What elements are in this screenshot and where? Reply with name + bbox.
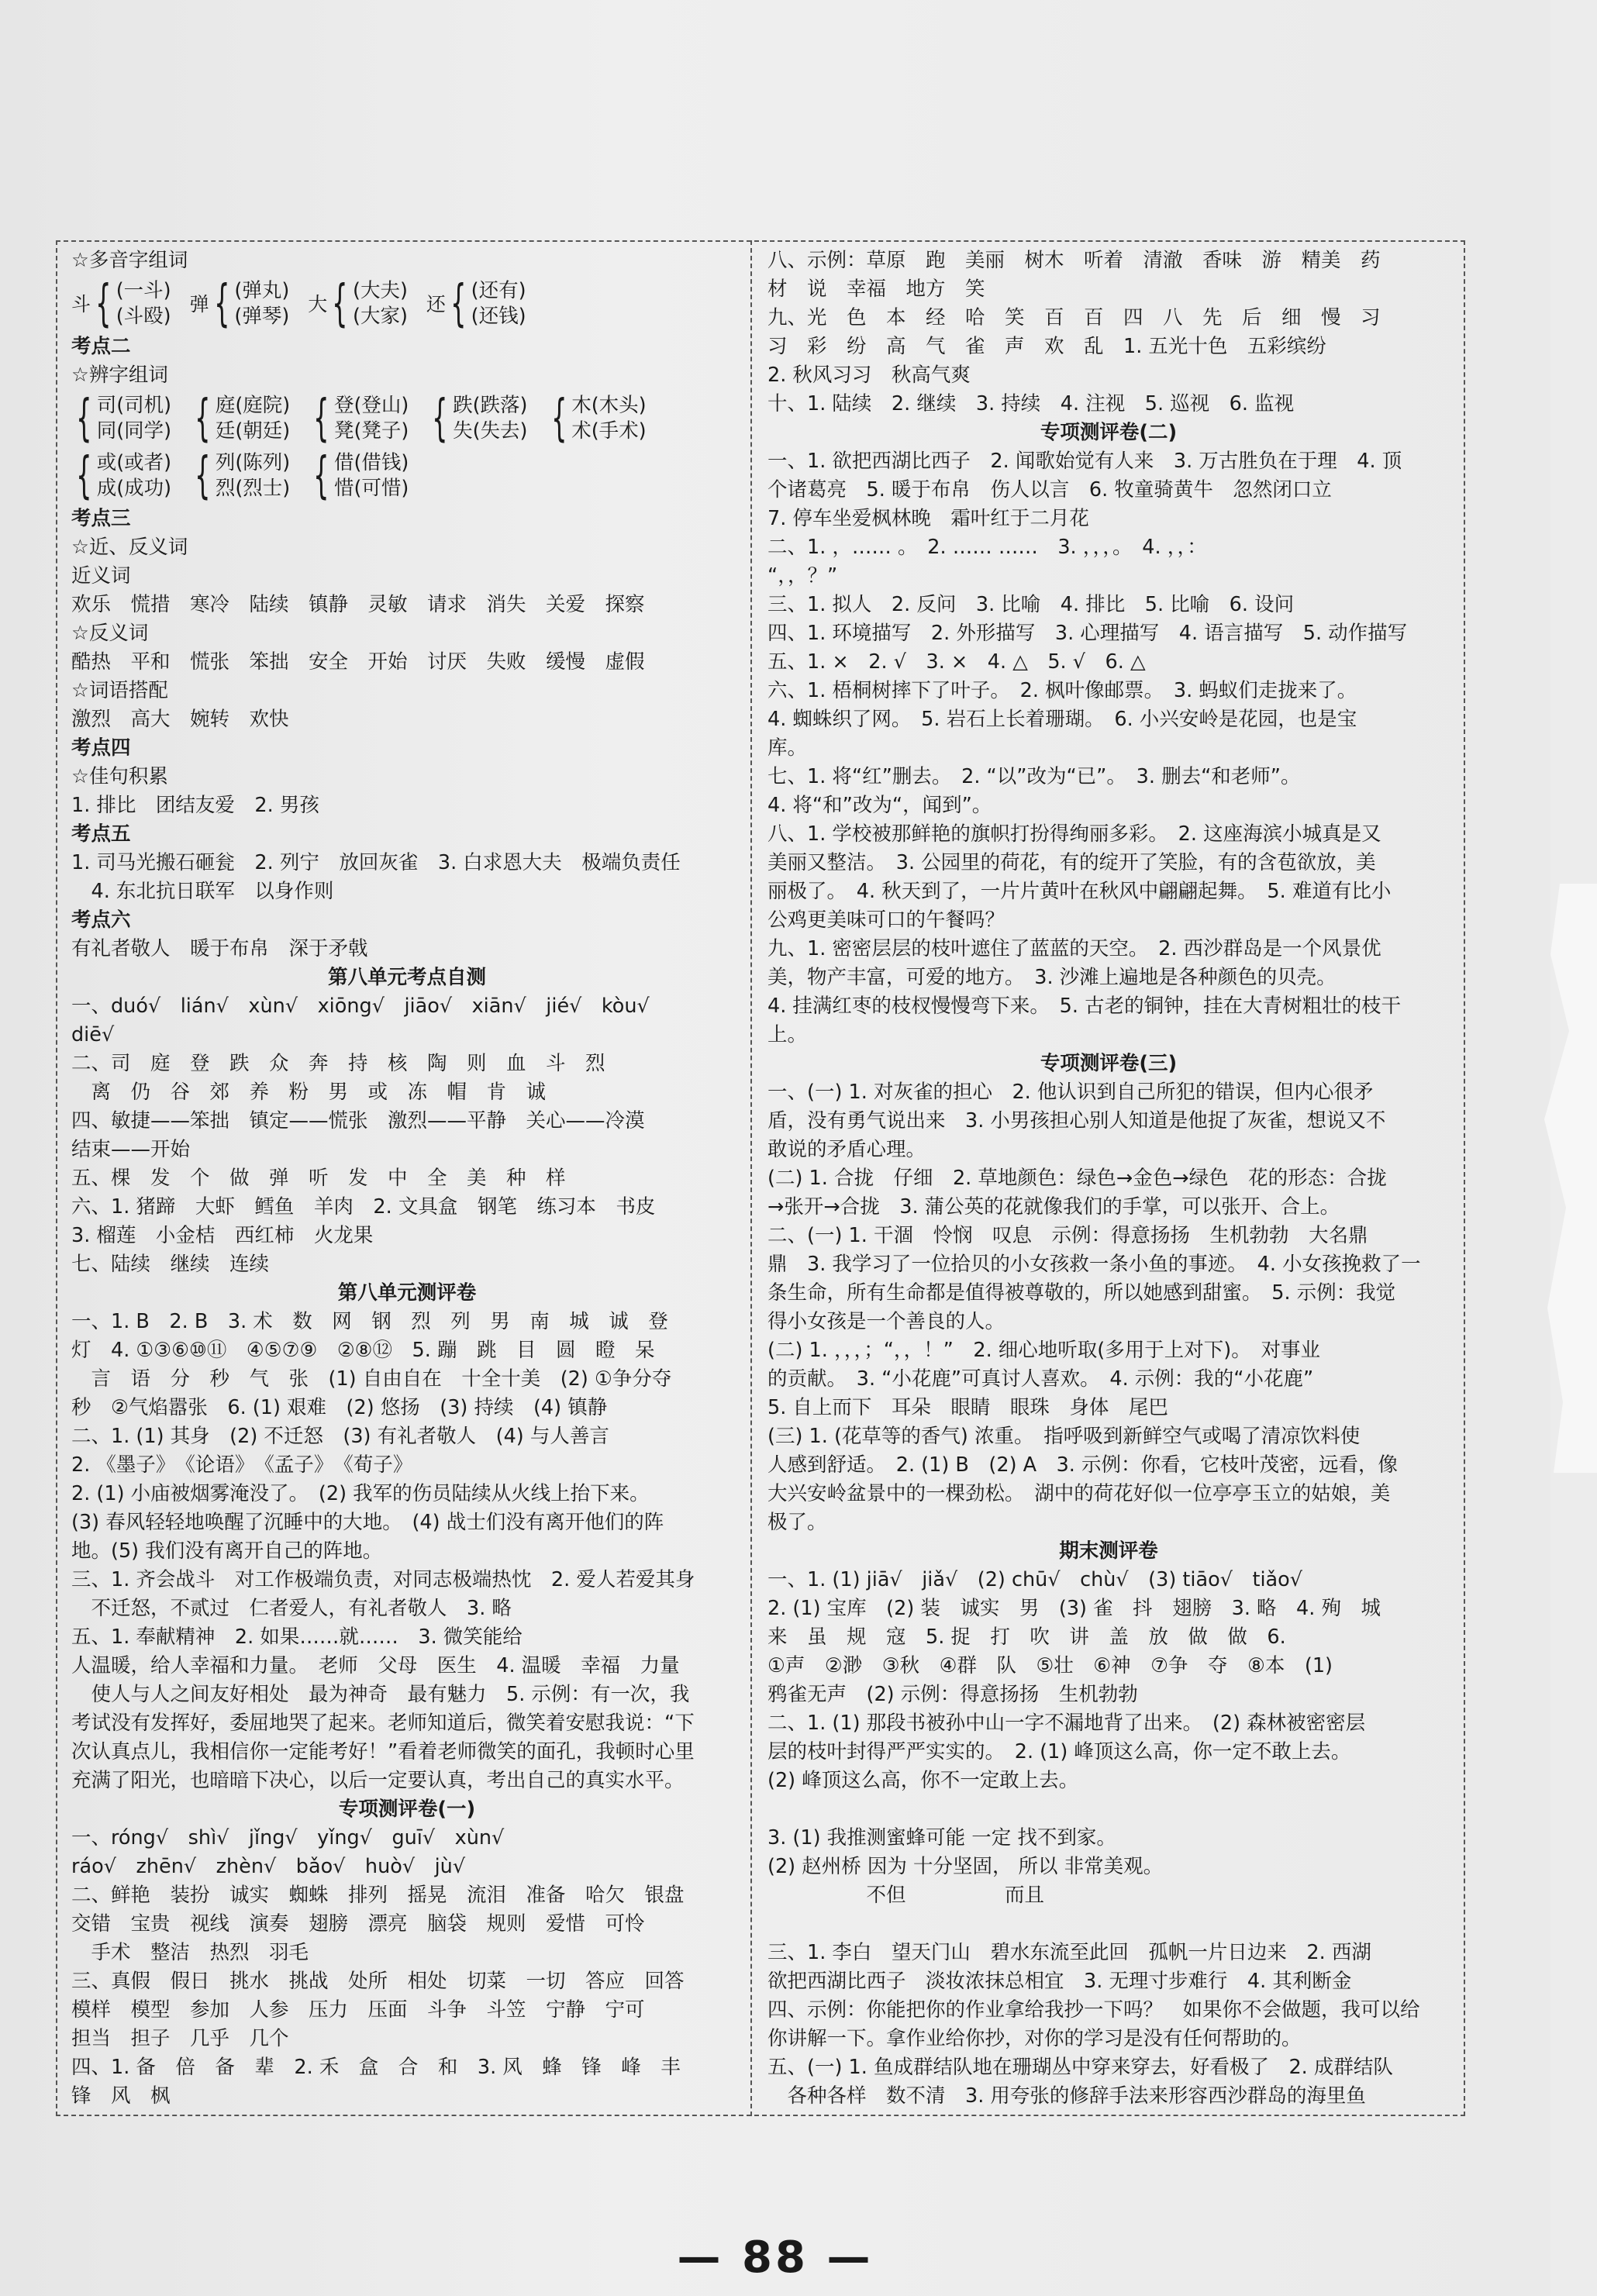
brace-group [190,447,291,505]
answer-line: 七、陆续 继续 连续 [71,1253,270,1276]
answer-line: 担当 担子 几乎 几个 [71,2027,289,2050]
answer-line: ☆词语搭配 [71,679,168,702]
brace-item: (弹丸) [234,279,290,302]
answer-line: 1. 排比 团结友爱 2. 男孩 [71,794,319,817]
answer-line: 四、1. 备 倍 备 辈 2. 禾 盒 合 和 3. 风 蜂 锋 峰 丰 [71,2056,681,2079]
answer-line: 7. 停车坐爱枫林晚 霜叶红于二月花 [767,507,1089,530]
answer-line: 4. 将“和”改为“，闻到”。 [767,794,992,817]
answer-line: 5. 自上而下 耳朵 眼睛 眼珠 身体 尾巴 [767,1396,1168,1419]
section-heading: 专项测评卷(二) [1040,421,1178,444]
brace-item: 同(同学) [96,419,172,443]
answer-line: (三) 1. (花草等的香气) 浓重。 指呼吸到新鲜空气或喝了清凉饮料使 [767,1425,1361,1448]
answer-line: (二) 1. 合拢 仔细 2. 草地颜色：绿色→金色→绿色 花的形态：合拢 [767,1167,1387,1190]
answer-line: 你讲解一下。拿作业给你抄，对你的学习是没有任何帮助的。 [767,2027,1302,2050]
topic-heading: 考点三 [71,507,131,530]
brace-item: (还钱) [471,305,526,328]
answer-line: 一、róng√ shì√ jǐng√ yǐng√ guī√ xùn√ [71,1826,505,1850]
answer-line: 五、棵 发 个 做 弹 听 发 中 全 美 种 样 [71,1167,566,1190]
answer-line: 二、1. (1) 那段书被孙中山一字不漏地背了出来。 (2) 森林被密密层 [767,1712,1366,1735]
answer-line: 2. (1) 宝库 (2) 装 诚实 男 (3) 雀 抖 翅膀 3. 略 4. 殉 城 [767,1597,1381,1620]
topic-heading: 考点四 [71,736,131,760]
answer-line: 九、1. 密密层层的枝叶遮住了蓝蓝的天空。 2. 西沙群岛是一个风景优 [767,937,1381,960]
answer-line: 上。 [767,1023,808,1046]
answer-line: 2. 《墨子》 《论语》 《孟子》 《荀子》 [71,1453,413,1477]
answer-line: 九、光 色 本 经 哈 笑 百 百 四 八 先 后 细 慢 习 [767,306,1381,329]
brace-group [309,447,409,505]
brace-item: 失(失去) [453,419,528,443]
brace-item: 凳(凳子) [333,419,409,443]
brace-icon: { [213,275,230,333]
answer-line: 酷热 平和 慌张 笨拙 安全 开始 讨厌 失败 缓慢 虚假 [71,650,645,674]
answer-line: 二、(一) 1. 干涸 怜悯 叹息 示例：得意扬扬 生机勃勃 大名鼎 [767,1224,1368,1247]
answer-line: 2. (1) 小庙被烟雾淹没了。 (2) 我军的伤员陆续从火线上抬下来。 [71,1482,650,1505]
brace-group [427,390,528,447]
brace-icon: { [195,390,211,447]
answer-line: ☆反义词 [71,622,149,645]
section-heading: 专项测评卷(一) [338,1798,476,1821]
answer-line: 不迁怒，不贰过 仁者爱人，有礼者敬人 3. 略 [71,1597,512,1620]
answer-line: 激烈 高大 婉转 欢快 [71,708,289,731]
answer-line: 有礼者敬人 暖于布帛 深于矛戟 [71,937,368,960]
brace-icon: { [76,447,92,505]
brace-item: (大夫) [353,279,408,302]
brace-group-row [71,447,743,505]
answer-line: 二、鲜艳 装扮 诚实 蜘蛛 排列 摇晃 流泪 准备 哈欠 银盘 [71,1884,685,1907]
answer-line: 4. 东北抗日联军 以身作则 [71,880,334,903]
answer-line: 离 仍 谷 郊 养 粉 男 或 冻 帽 肯 诚 [71,1081,547,1104]
answer-line: 鸦雀无声 (2) 示例：得意扬扬 生机勃勃 [767,1683,1138,1706]
answer-line: 库。 [767,736,808,760]
answer-line: 十、1. 陆续 2. 继续 3. 持续 4. 注视 5. 巡视 6. 监视 [767,392,1295,415]
answer-line: (二) 1. ，，，；“，，！” 2. 细心地听取(多用于上对下)。 对事业 [767,1339,1320,1362]
answer-line: ☆辨字组词 [71,364,168,387]
brace-group [308,275,408,333]
answer-line: 言 语 分 秒 气 张 (1) 自由自在 十全十美 (2) ①争分夺 [71,1367,672,1391]
answer-line: 人温暖，给人幸福和力量。 老师 父母 医生 4. 温暖 幸福 力量 [71,1654,680,1677]
section-heading: 第八单元考点自测 [327,966,486,989]
answer-line: 得小女孩是一个善良的人。 [767,1310,1005,1333]
brace-group [190,390,291,447]
answer-line: 模样 模型 参加 人参 压力 压面 斗争 斗笠 宁静 宁可 [71,1998,645,2022]
answer-line: 一、1. B 2. B 3. 术 数 网 钢 烈 列 男 南 城 诚 登 [71,1310,668,1333]
answer-line: 充满了阳光，也暗暗下决心，以后一定要认真，考出自己的真实水平。 [71,1769,685,1792]
brace-icon: { [450,275,467,333]
answer-line: 三、真假 假日 挑水 挑战 处所 相处 切菜 一切 答应 回答 [71,1970,685,1993]
answer-line: 条生命，所有生命都是值得被尊敬的，所以她感到甜蜜。 5. 示例：我觉 [767,1281,1396,1305]
brace-icon: { [313,390,329,447]
left-column [71,246,743,2107]
page-number: — 88 — [677,2232,874,2283]
answer-line: 各种各样 数不清 3. 用夸张的修辞手法来形容西沙群岛的海里鱼 [767,2084,1366,2107]
brace-item: 廷(朝廷) [215,419,291,443]
answer-line: 五、1. 奉献精神 2. 如果……就…… 3. 微笑能给 [71,1625,523,1649]
answer-line: 一、1. (1) jiā√ jiǎ√ (2) chū√ chù√ (3) tiāo√ tiǎo√ [767,1568,1303,1591]
answer-line: 结束——开始 [71,1138,191,1161]
answer-line: 五、(一) 1. 鱼成群结队地在珊瑚丛中穿来穿去，好看极了 2. 成群结队 [767,2056,1393,2079]
brace-item: 司(司机) [96,394,172,417]
answer-line: (2) 峰顶这么高，你不一定敢上去。 [767,1769,1079,1792]
answer-line: 二、司 庭 登 跌 众 奔 持 核 陶 则 血 斗 烈 [71,1052,605,1075]
answer-line: 敢说的矛盾心理。 [767,1138,926,1161]
answer-line: 鼎 3. 我学习了一位拾贝的小女孩救一条小鱼的事迹。 4. 小女孩挽救了一 [767,1253,1421,1276]
brace-char: 弹 [189,292,209,315]
answer-line: 交错 宝贵 视线 演奏 翅膀 漂亮 脑袋 规则 爱惜 可怜 [71,1912,645,1936]
answer-line: 一、1. 欲把西湖比西子 2. 闻歌始觉有人来 3. 万古胜负在于理 4. 顶 [767,450,1402,473]
answer-line: 秒 ②气焰嚣张 6. (1) 艰难 (2) 悠扬 (3) 持续 (4) 镇静 [71,1396,608,1419]
brace-group [547,390,647,447]
answer-line: 六、1. 猪蹄 大虾 鳕鱼 羊肉 2. 文具盒 钢笔 练习本 书皮 [71,1195,656,1219]
answer-line: 四、1. 环境描写 2. 外形描写 3. 心理描写 4. 语言描写 5. 动作描写 [767,622,1408,645]
answer-line: diē√ [71,1023,115,1046]
answer-line: 4. 蜘蛛织了网。 5. 岩石上长着珊瑚。 6. 小兴安岭是花园，也是宝 [767,708,1357,731]
answer-line: (3) 春风轻轻地唤醒了沉睡中的大地。 (4) 战士们没有离开他们的阵 [71,1511,664,1534]
answer-line: ☆佳句积累 [71,765,168,788]
brace-group [71,390,172,447]
brace-item: (一斗) [116,279,171,302]
answer-line: 极了。 [767,1511,827,1534]
answer-line: 六、1. 梧桐树摔下了叶子。 2. 枫叶像邮票。 3. 蚂蚁们走拢来了。 [767,679,1357,702]
brace-group [309,390,409,447]
brace-char: 大 [308,292,328,315]
brace-item: 或(或者) [96,451,172,474]
answer-line: ①声 ②渺 ③秋 ④群 队 ⑤壮 ⑥神 ⑦争 夺 ⑧本 (1) [767,1654,1333,1677]
answer-line: 人感到舒适。 2. (1) B (2) A 3. 示例：你看，它枝叶茂密，远看，像 [767,1453,1399,1477]
answer-line: 地。(5) 我们没有离开自己的阵地。 [71,1539,383,1563]
answer-line: 二、1. (1) 其身 (2) 不迁怒 (3) 有礼者敬人 (4) 与人善言 [71,1425,609,1448]
answer-line: 3. 榴莲 小金桔 西红柿 火龙果 [71,1224,374,1247]
answer-line: 习 彩 纷 高 气 雀 声 欢 乱 1. 五光十色 五彩缤纷 [767,335,1326,358]
answer-line: 七、1. 将“红”删去。 2. “以”改为“已”。 3. 删去“和老师”。 [767,765,1301,788]
brace-item: (斗殴) [116,305,171,328]
answer-line: 4. 挂满红枣的枝杈慢慢弯下来。 5. 古老的铜钟，挂在大青树粗壮的枝干 [767,995,1402,1018]
brace-item: 惜(可惜) [333,477,409,500]
brace-item: 列(陈列) [215,451,291,474]
answer-line: 五、1. × 2. √ 3. × 4. △ 5. √ 6. △ [767,650,1146,674]
brace-group [189,275,290,333]
brace-item: (还有) [471,279,526,302]
answer-line: 欢乐 慌措 寒冷 陆续 镇静 灵敏 请求 消失 关爱 探察 [71,593,645,616]
answer-line: 公鸡更美味可口的午餐吗？ [767,908,1005,932]
brace-item: 跌(跌落) [453,394,528,417]
brace-group-row [71,390,743,447]
answer-line: 灯 4. ①③⑥⑩⑪ ④⑤⑦⑨ ②⑧⑫ 5. 蹦 跳 目 圆 瞪 呆 [71,1339,655,1362]
answer-line: 层的枝叶封得严严实实的。 2. (1) 峰顶这么高，你一定不敢上去。 [767,1740,1351,1763]
answer-line: 八、示例：草原 跑 美丽 树木 听着 清澈 香味 游 精美 药 [767,249,1381,272]
brace-item: 木(木头) [571,394,647,417]
answer-line: 二、1. ，…… 。 2. …… …… 3. ，，，。 4. ，，： [767,536,1207,559]
brace-group-row [71,275,743,333]
column-divider [750,240,752,2116]
answer-line: 美丽又整洁。 3. 公园里的荷花，有的绽开了笑脸，有的含苞欲放，美 [767,851,1376,874]
answer-line: 考试没有发挥好，委屈地哭了起来。老师知道后，微笑着安慰我说：“下 [71,1712,695,1735]
answer-line: 三、1. 拟人 2. 反问 3. 比喻 4. 排比 5. 比喻 6. 设问 [767,593,1295,616]
topic-heading: 考点五 [71,822,131,846]
brace-group [71,447,172,505]
brace-icon: { [313,447,329,505]
answer-line: 2. 秋风习习 秋高气爽 [767,364,971,387]
answer-line: 不但 而且 [767,1884,1045,1907]
answer-line: ráo√ zhēn√ zhèn√ bǎo√ huò√ jù√ [71,1855,466,1878]
answer-line: 美，物产丰富，可爱的地方。 3. 沙滩上遍地是各种颜色的贝壳。 [767,966,1337,989]
answer-line: 手术 整洁 热烈 羽毛 [71,1941,309,1964]
brace-item: 庭(庭院) [215,394,291,417]
answer-line: 来 虽 规 寇 5. 捉 打 吹 讲 盖 放 做 做 6. [767,1625,1286,1649]
brace-item: 成(成功) [96,477,172,500]
answer-line: 个诸葛亮 5. 暖于布帛 伤人以言 6. 牧童骑黄牛 忽然闭口立 [767,478,1332,502]
answer-line: ☆近、反义词 [71,536,188,559]
answer-line: 丽极了。 4. 秋天到了，一片片黄叶在秋风中翩翩起舞。 5. 难道有比小 [767,880,1392,903]
brace-item: 烈(烈士) [215,477,291,500]
brace-item: (大家) [353,305,408,328]
brace-icon: { [550,390,567,447]
brace-group [426,275,526,333]
answer-line: 近义词 [71,564,131,588]
topic-heading: 考点六 [71,908,131,932]
brace-group [71,275,171,333]
brace-icon: { [195,447,211,505]
answer-line: 3. (1) 我推测蜜蜂可能 一定 找不到家。 [767,1826,1116,1850]
brace-item: (弹琴) [234,305,290,328]
answer-line: 的贡献。 3. “小花鹿”可真讨人喜欢。 4. 示例：我的“小花鹿” [767,1367,1314,1391]
answer-line: 三、1. 李白 望天门山 碧水东流至此回 孤帆一片日边来 2. 西湖 [767,1941,1371,1964]
answer-line: 使人与人之间友好相处 最为神奇 最有魅力 5. 示例：有一次，我 [71,1683,690,1706]
answer-line: 欲把西湖比西子 淡妆浓抹总相宜 3. 无理寸步难行 4. 其利断金 [767,1970,1352,1993]
brace-char: 还 [426,292,446,315]
section-heading: 专项测评卷(三) [1040,1052,1178,1075]
section-heading: 期末测评卷 [1059,1539,1158,1563]
answer-line: 一、(一) 1. 对灰雀的担心 2. 他认识到自己所犯的错误，但内心很矛 [767,1081,1374,1104]
answer-line: 四、示例：你能把你的作业拿给我抄一下吗？ 如果你不会做题，我可以给 [767,1998,1420,2022]
answer-line: “，，？” [767,564,838,588]
answer-line: 次认真点儿，我相信你一定能考好！”看着老师微笑的面孔，我顿时心里 [71,1740,695,1763]
answer-line [767,1795,1450,1824]
brace-item: 术(手术) [571,419,647,443]
answer-line: →张开→合拢 3. 蒲公英的花就像我们的手掌，可以张开、合上。 [767,1195,1340,1219]
answer-line: 1. 司马光搬石砸瓮 2. 列宁 放回灰雀 3. 白求恩大夫 极端负责任 [71,851,681,874]
answer-line: 盾，没有勇气说出来 3. 小男孩担心别人知道是他捉了灰雀，想说又不 [767,1109,1386,1132]
brace-item: 借(借钱) [333,451,409,474]
answer-line: 一、duó√ lián√ xùn√ xiōng√ jiāo√ xiān√ jié√ kòu√ [71,995,650,1018]
brace-icon: { [95,275,112,333]
answer-line: ☆多音字组词 [71,249,188,272]
answer-line [767,1910,1450,1939]
brace-icon: { [76,390,92,447]
answer-line: 四、敏捷——笨拙 镇定——慌张 激烈——平静 关心——冷漠 [71,1109,645,1132]
brace-char: 斗 [71,292,91,315]
topic-heading: 考点二 [71,335,131,358]
answer-line: 材 说 幸福 地方 笑 [767,278,985,301]
answer-line: 八、1. 学校被那鲜艳的旗帜打扮得绚丽多彩。 2. 这座海滨小城真是又 [767,822,1381,846]
answer-line: 大兴安岭盆景中的一棵劲松。 湖中的荷花好似一位亭亭玉立的姑娘，美 [767,1482,1391,1505]
right-column [767,246,1450,2107]
brace-icon: { [432,390,448,447]
brace-item: 登(登山) [333,394,409,417]
section-heading: 第八单元测评卷 [337,1281,477,1305]
brace-icon: { [332,275,348,333]
answer-line: 锋 风 枫 [71,2084,171,2107]
answer-line: 三、1. 齐会战斗 对工作极端负责，对同志极端热忱 2. 爱人若爱其身 [71,1568,695,1591]
answer-line: (2) 赵州桥 因为 十分坚固， 所以 非常美观。 [767,1855,1164,1878]
